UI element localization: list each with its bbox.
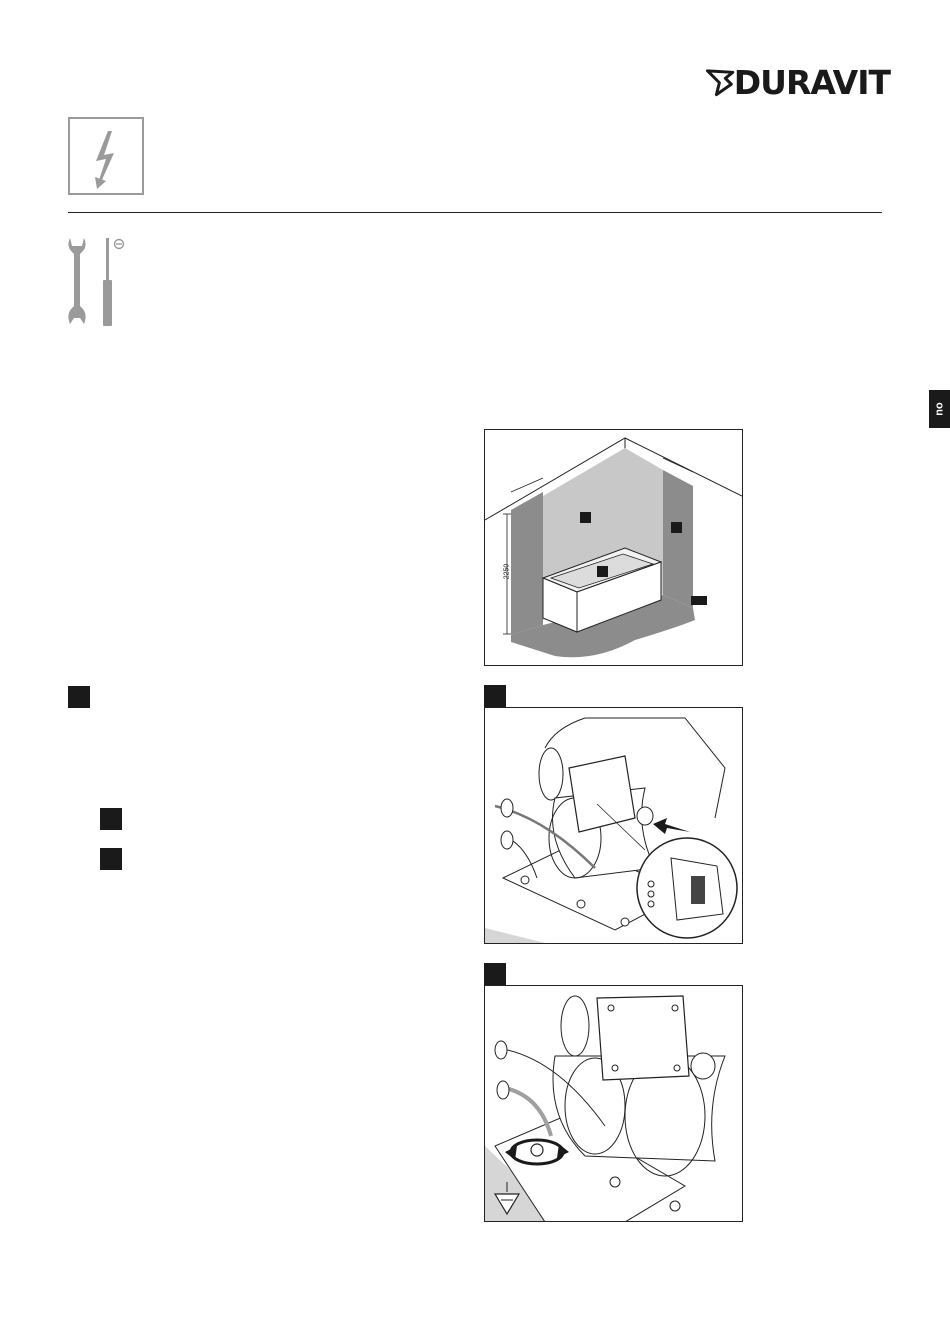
duravit-logo-mark-icon <box>706 63 736 101</box>
language-code: no <box>933 402 946 416</box>
duravit-logo <box>706 62 890 102</box>
figure-pump-connection <box>484 707 743 944</box>
step-marker <box>100 848 122 870</box>
figure-marker <box>484 963 506 985</box>
figure-protection-zones <box>484 429 743 666</box>
header-divider <box>68 212 882 213</box>
lightning-icon <box>70 119 142 193</box>
figure-marker <box>484 685 506 707</box>
step-marker <box>100 808 122 830</box>
language-tab[interactable] <box>929 390 950 428</box>
electrical-warning-box <box>68 117 144 195</box>
wrench-screwdriver-icon <box>64 232 130 328</box>
figure-earth-connection <box>484 985 743 1222</box>
brand-name: DURAVIT <box>733 62 890 102</box>
step-marker <box>68 686 90 708</box>
height-dimension-label: 2250 <box>503 563 511 580</box>
